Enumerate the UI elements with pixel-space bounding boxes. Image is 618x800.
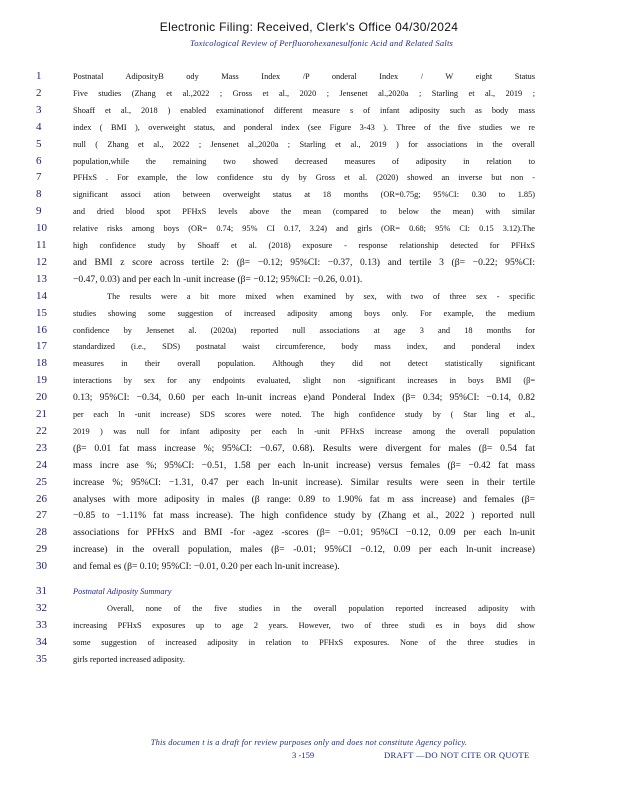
line-text: per each ln -unit increase) SDS scores were noted. The high confidence study by ( Star ling et al., [73, 410, 535, 419]
line-number: 25 [36, 475, 47, 488]
line-number: 8 [36, 188, 42, 201]
line-text: PFHxS . For example, the low confidence stu dy by Gross et al. (2020) showed an inverse but non - [73, 173, 535, 183]
line-text: (β= 0.01 fat mass increase %; 95%CI: −0.67, 0.68). Results were divergent for males (β= 0.54 fat [73, 442, 535, 454]
line-text: girls reported increased adiposity. [73, 654, 185, 664]
line-number: 24 [36, 458, 47, 471]
line-number: 14 [36, 289, 47, 302]
text-line [0, 584, 618, 600]
text-line [0, 635, 618, 651]
text-line [0, 356, 618, 372]
line-number: 2 [36, 86, 42, 99]
line-number: 11 [36, 239, 47, 251]
line-number: 15 [36, 306, 47, 319]
line-number: 16 [36, 323, 47, 336]
text-line [0, 458, 618, 474]
line-number: 35 [36, 652, 47, 665]
text-line [0, 542, 618, 558]
line-text: 2019 ) was null for infant adiposity per each ln -unit PFHxS increase among the overall population [73, 426, 535, 436]
line-text: Five studies (Zhang et al.,2022 ; Gross et al., 2020 ; Jensenet al.,2020a ; Starling et al., 2019 ; [73, 88, 535, 98]
line-text: The results were a bit more mixed when examined by sex, with two of three sex - specific [107, 291, 535, 301]
document-title: Toxicological Review of Perfluorohexanesulfonic Acid and Related Salts [190, 38, 454, 48]
line-text: some suggestion of increased adiposity in relation to PFHxS exposures. None of the three studies in [73, 637, 535, 647]
line-number: 3 [36, 103, 42, 116]
line-number: 18 [36, 357, 47, 370]
text-line [0, 221, 618, 237]
text-line [0, 652, 618, 668]
footer-disclaimer: This documen t is a draft for review purposes only and does not constitute Agency policy. [150, 738, 468, 747]
line-text: Postnatal AdiposityB ody Mass Index /P onderal Index / W eight Status [73, 72, 535, 81]
page-number: 3 -159 [292, 750, 315, 760]
text-line [0, 618, 618, 634]
line-number: 26 [36, 492, 47, 505]
line-text: Shoaff et al., 2018 ) enabled examinationof different measure s of infant adiposity such as body mass [73, 105, 535, 115]
line-text: high confidence study by Shoaff et al. (2018) exposure - response relationship detected for PFHxS [73, 241, 535, 250]
line-text: increase %; 95%CI: −1.31, 0.47 per each ln-unit increase). Similar results were seen in their tertile [73, 476, 535, 488]
line-text: increasing PFHxS exposures up to age 2 years. However, two of three studi es in boys did show [73, 620, 535, 630]
text-line [0, 407, 618, 423]
text-line [0, 137, 618, 153]
line-number: 28 [36, 526, 47, 539]
text-line [0, 154, 618, 170]
filing-stamp: Electronic Filing: Received, Clerk's Office 04/30/2024 [159, 20, 459, 34]
line-number: 19 [36, 374, 47, 387]
line-text: Overall, none of the five studies in the overall population reported increased adiposity with [107, 603, 535, 613]
line-number: 29 [36, 543, 47, 556]
line-text: population,while the remaining two showed decreased measures of adiposity in relation to [73, 156, 535, 166]
line-number: 21 [36, 408, 47, 420]
text-line [0, 69, 618, 85]
line-number: 34 [36, 635, 47, 648]
line-text: standardized (i.e., SDS) postnatal waist circumference, body mass index, and ponderal index [73, 342, 535, 352]
line-number: 27 [36, 509, 47, 522]
text-line [0, 373, 618, 389]
text-line [0, 390, 618, 406]
line-text: confidence by Jensenet al. (2020a) reported null associations at age 3 and 18 months for [73, 325, 535, 335]
line-number: 10 [36, 222, 47, 235]
line-text: analyses with more adiposity in males (β range: 0.89 to 1.90% fat m ass increase) and females (β= [73, 493, 535, 505]
text-line [0, 204, 618, 220]
text-line [0, 170, 618, 186]
line-text: and BMI z score across tertile 2: (β= −0.12; 95%CI: −0.37, 0.13) and tertile 3 (β= −0.22; 95%CI: [73, 256, 535, 268]
text-line [0, 492, 618, 508]
text-line [0, 323, 618, 339]
line-text: mass incre ase %; 95%CI: −0.51, 1.58 per each ln-unit increase) versus females (β= −0.42 fat mass [73, 459, 535, 471]
line-text: and dried blood spot PFHxS levels above the mean (compared to below the mean) with similar [73, 207, 535, 217]
line-text: interactions by sex for any endpoints evaluated, slight non -significant increases in boys BMI (β= [73, 376, 535, 386]
line-number: 17 [36, 340, 47, 353]
draft-notice: DRAFT —DO NOT CITE OR QUOTE [384, 750, 530, 760]
text-line [0, 103, 618, 119]
section-heading: Postnatal Adiposity Summary [73, 587, 172, 596]
line-number: 33 [36, 618, 47, 631]
text-line [0, 525, 618, 541]
line-text: and femal es (β= 0.10; 95%CI: −0.01, 0.20 per each ln-unit increase). [73, 561, 340, 573]
line-text: associations for PFHxS and BMI -for -agez -scores (β= −0.01; 95%CI −0.12, 0.09 per each ln-unit [73, 527, 535, 539]
text-line [0, 475, 618, 491]
line-number: 9 [36, 205, 42, 218]
text-line [0, 255, 618, 271]
line-text: index ( BMI ), overweight status, and ponderal index (see Figure 3-43 ). Three of the five studies we re [73, 122, 535, 132]
line-text: −0.47, 0.03) and per each ln -unit increase (β= −0.12; 95%CI: −0.26, 0.01). [73, 273, 363, 285]
text-line [0, 508, 618, 524]
text-line [0, 187, 618, 203]
line-number: 1 [36, 70, 42, 82]
text-line [0, 238, 618, 254]
text-line [0, 86, 618, 102]
line-text: relative risks among boys (OR= 0.74; 95% CI 0.17, 3.24) and girls (OR= 0.68; 95% CI: 0.15 3.12).The [73, 224, 535, 234]
text-line [0, 441, 618, 457]
text-line [0, 272, 618, 288]
line-text: significant associ ation between overweight status at 18 months (OR=0.75g; 95%CI: 0.30 to 1.85) [73, 190, 535, 200]
text-line [0, 289, 618, 305]
line-number: 13 [36, 272, 47, 285]
text-line [0, 424, 618, 440]
line-number: 23 [36, 441, 47, 454]
line-number: 31 [36, 585, 47, 597]
text-line [0, 601, 618, 617]
line-number: 32 [36, 601, 47, 614]
line-text: studies showing some suggestion of increased adiposity among boys only. For example, the medium [73, 308, 535, 318]
line-number: 30 [36, 560, 47, 573]
text-line [0, 559, 618, 575]
line-text: measures in their overall population. Although they did not detect statistically significant [73, 359, 535, 369]
line-text: −0.85 to −1.11% fat mass increase). The high confidence study by (Zhang et al., 2022 ) reported null [73, 510, 535, 522]
line-number: 22 [36, 424, 47, 437]
line-number: 6 [36, 154, 42, 167]
line-text: 0.13; 95%CI: −0.34, 0.60 per each ln-unit increas e)and Ponderal Index (β= 0.34; 95%CI: −0.14, 0.82 [73, 392, 535, 404]
text-line [0, 120, 618, 136]
text-line [0, 306, 618, 322]
line-number: 20 [36, 391, 47, 404]
line-number: 4 [36, 120, 42, 133]
text-line [0, 339, 618, 355]
line-text: increase) in the overall population, males (β= -0.01; 95%CI −0.12, 0.09 per each ln-unit increase) [73, 544, 535, 556]
line-number: 5 [36, 137, 42, 150]
line-text: null ( Zhang et al., 2022 ; Jensenet al.,2020a ; Starling et al., 2019 ) for associations in the overall [73, 139, 535, 149]
line-number: 7 [36, 171, 42, 184]
line-number: 12 [36, 255, 47, 268]
